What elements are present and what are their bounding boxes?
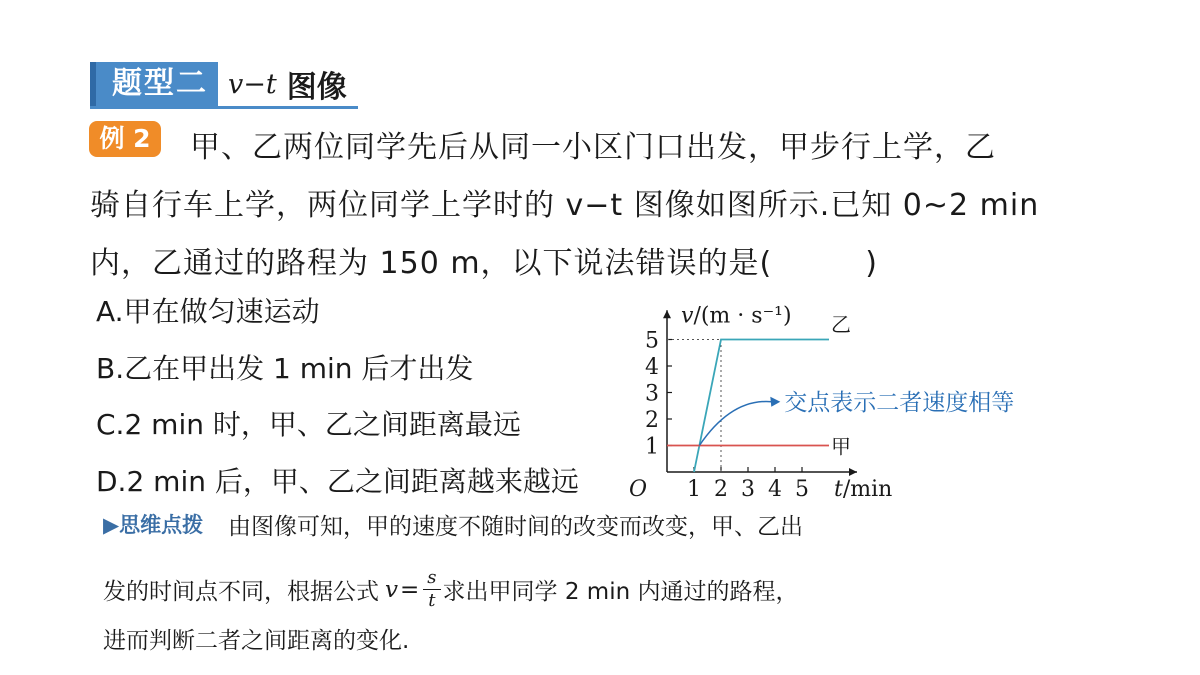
hint-line-1: 由图像可知，甲的速度不随时间的改变而改变，甲、乙出 <box>228 514 803 540</box>
series-label-0: 乙 <box>831 312 851 337</box>
section-heading <box>90 62 347 106</box>
heading-underline <box>90 106 358 109</box>
y-tick-label: 3 <box>645 381 659 407</box>
annotation-text: 交点表示二者速度相等 <box>784 389 1015 416</box>
hint-line-2-pre: 发的时间点不同，根据公式 <box>103 579 379 605</box>
question-line-3: 内，乙通过的路程为 150 m，以下说法错误的是( ) <box>90 246 878 281</box>
annotation-arrow <box>699 401 772 445</box>
series-label-1: 甲 <box>831 434 851 459</box>
y-tick-label: 1 <box>645 434 659 460</box>
x-tick-label: 5 <box>795 477 809 502</box>
formula-num: s <box>423 567 440 590</box>
option-b[interactable]: B.乙在甲出发 1 min 后才出发 <box>96 352 474 385</box>
section-symbol: v−t <box>228 68 277 100</box>
section-title: 图像 <box>286 70 347 105</box>
x-tick-label: 3 <box>741 477 755 502</box>
x-axis-arrow <box>849 468 857 476</box>
hint-line-3: 进而判断二者之间距离的变化. <box>103 628 410 654</box>
origin-label: O <box>629 477 648 502</box>
annotation-arrowhead <box>770 397 780 407</box>
formula-eq: = <box>400 576 420 603</box>
formula-v: v <box>385 576 398 603</box>
y-tick-label: 4 <box>645 355 659 380</box>
x-tick-label: 1 <box>687 477 701 502</box>
hint-line-2 <box>103 567 798 612</box>
option-c[interactable]: C.2 min 时，甲、乙之间距离最远 <box>96 408 521 441</box>
y-tick-label: 2 <box>645 408 659 433</box>
x-tick-label: 4 <box>768 477 782 502</box>
vt-chart <box>615 285 1085 510</box>
y-axis-arrow <box>663 310 671 318</box>
y-tick-label: 5 <box>645 328 659 354</box>
example-badge: 例 2 <box>89 121 161 157</box>
option-d[interactable]: D.2 min 后，甲、乙之间距离越来越远 <box>96 465 579 498</box>
y-axis-label: v/(m · s⁻¹) <box>681 303 792 329</box>
question-line-1: 甲、乙两位同学先后从同一小区门口出发，甲步行上学，乙 <box>190 130 996 165</box>
hint-label: ▶思维点拨 <box>103 513 204 537</box>
formula-den: t <box>428 590 436 611</box>
section-tag: 题型二 <box>90 62 218 106</box>
formula-fraction <box>423 567 440 612</box>
x-tick-label: 2 <box>714 477 728 502</box>
hint-line-2-post: 求出甲同学 2 min 内通过的路程， <box>442 579 799 605</box>
x-axis-label: t/min <box>834 477 893 502</box>
option-a[interactable]: A.甲在做匀速运动 <box>96 295 320 328</box>
question-line-2: 骑自行车上学，两位同学上学时的 v−t 图像如图所示.已知 0~2 min <box>90 188 1040 223</box>
